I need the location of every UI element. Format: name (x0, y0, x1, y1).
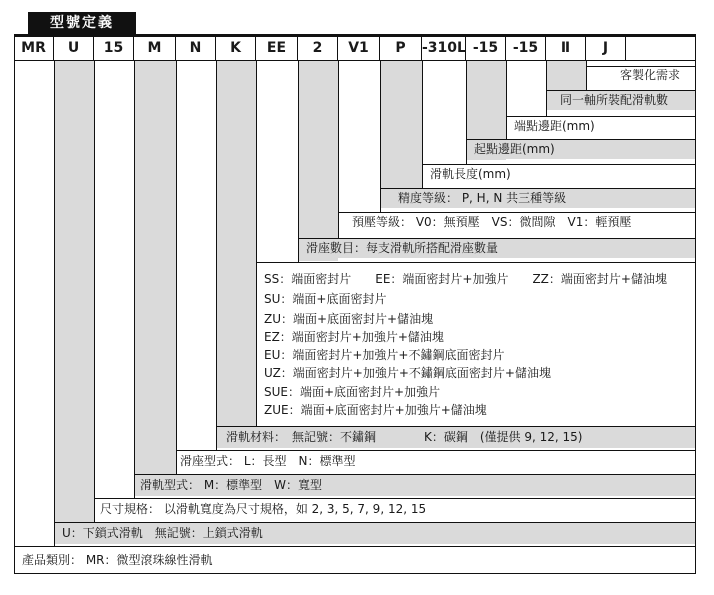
divider-line (506, 60, 507, 139)
row-precision: 精度等級： P, H, N 共三種等級 (398, 191, 567, 205)
divider-line (422, 60, 423, 188)
divider-line (216, 60, 217, 450)
code-cell-precision: P (380, 36, 422, 60)
row-size: 尺寸規格： 以滑軌寬度為尺寸規格，如 2, 3, 5, 7, 9, 12, 15 (100, 502, 427, 516)
seal-option: SUE：端面+底面密封片+加強片 (264, 385, 441, 399)
code-cell-seal: EE (256, 36, 298, 60)
divider-line (546, 60, 547, 116)
code-cell-block-count: 2 (298, 36, 338, 60)
row-rail-length: 滑軌長度(mm) (430, 167, 511, 181)
divider-line (176, 60, 177, 474)
row-block-count: 滑座數目：每支滑軌所搭配滑座數量 (306, 241, 499, 255)
row-category: 產品類別： MR：微型滾珠線性滑軌 (22, 553, 213, 567)
seal-option: ZU：端面+底面密封片+儲油塊 (264, 312, 434, 326)
divider-line (338, 60, 339, 238)
code-cell-lock-type: U (54, 36, 94, 60)
code-cell-end-margin: -15 (506, 36, 546, 60)
divider-line (380, 60, 381, 212)
divider-line (298, 60, 299, 262)
row-lock-type: U：下鎖式滑軌 無記號：上鎖式滑軌 (62, 526, 263, 540)
seal-option: EZ：端面密封片+加強片+儲油塊 (264, 330, 444, 344)
code-cell-start-margin: -15 (466, 36, 506, 60)
seal-option: ZUE：端面+底面密封片+加強片+儲油塊 (264, 403, 487, 417)
divider-line (256, 60, 257, 426)
row-start-margin: 起點邊距(mm) (474, 142, 555, 156)
row-same-axis: 同一軸所裝配滑軌數 (560, 93, 669, 107)
code-cell-material: K (216, 36, 256, 60)
column-strip-rail-type (134, 61, 176, 481)
code-cell-blank (626, 36, 696, 60)
code-header-row (14, 36, 696, 61)
code-cell-same-axis: Ⅱ (546, 36, 586, 60)
row-end-margin: 端點邊距(mm) (514, 119, 595, 133)
divider-line (134, 60, 135, 498)
column-strip-precision (380, 61, 422, 207)
code-cell-series: MR (14, 36, 54, 60)
row-block-type: 滑座型式： L：長型 N：標準型 (180, 454, 356, 468)
column-strip-block-count (298, 61, 338, 261)
column-strip-material (216, 61, 256, 426)
seal-option: SS：端面密封片 EE：端面密封片+加強片 ZZ：端面密封片+儲油塊 (264, 272, 667, 286)
code-cell-preload: V1 (338, 36, 380, 60)
column-strip-lock (54, 61, 94, 541)
divider-line (466, 60, 467, 164)
code-cell-customer: J (586, 36, 626, 60)
row-rail-type: 滑軌型式： M：標準型 W：寬型 (140, 478, 323, 492)
code-cell-rail-type: M (134, 36, 176, 60)
code-cell-size: 15 (94, 36, 134, 60)
code-cell-rail-length: -310L (422, 36, 466, 60)
divider-line (586, 60, 587, 90)
section-title: 型號定義 (28, 12, 136, 34)
row-preload: 預壓等級： V0：無預壓 VS：微間隙 V1：輕預壓 (352, 215, 632, 229)
divider-line (94, 60, 95, 522)
seal-option: UZ：端面密封片+加強片+不鏽鋼底面密封片+儲油塊 (264, 366, 551, 380)
row-customer: 客製化需求 (620, 68, 681, 82)
divider-line (54, 60, 55, 546)
row-material: 滑軌材料： 無記號：不鏽鋼 K：碳鋼 (僅提供 9, 12, 15) (226, 430, 583, 444)
seal-option: EU：端面密封片+加強片+不鏽鋼底面密封片 (264, 348, 505, 362)
code-cell-block-type: N (176, 36, 216, 60)
seal-option: SU：端面+底面密封片 (264, 292, 387, 306)
